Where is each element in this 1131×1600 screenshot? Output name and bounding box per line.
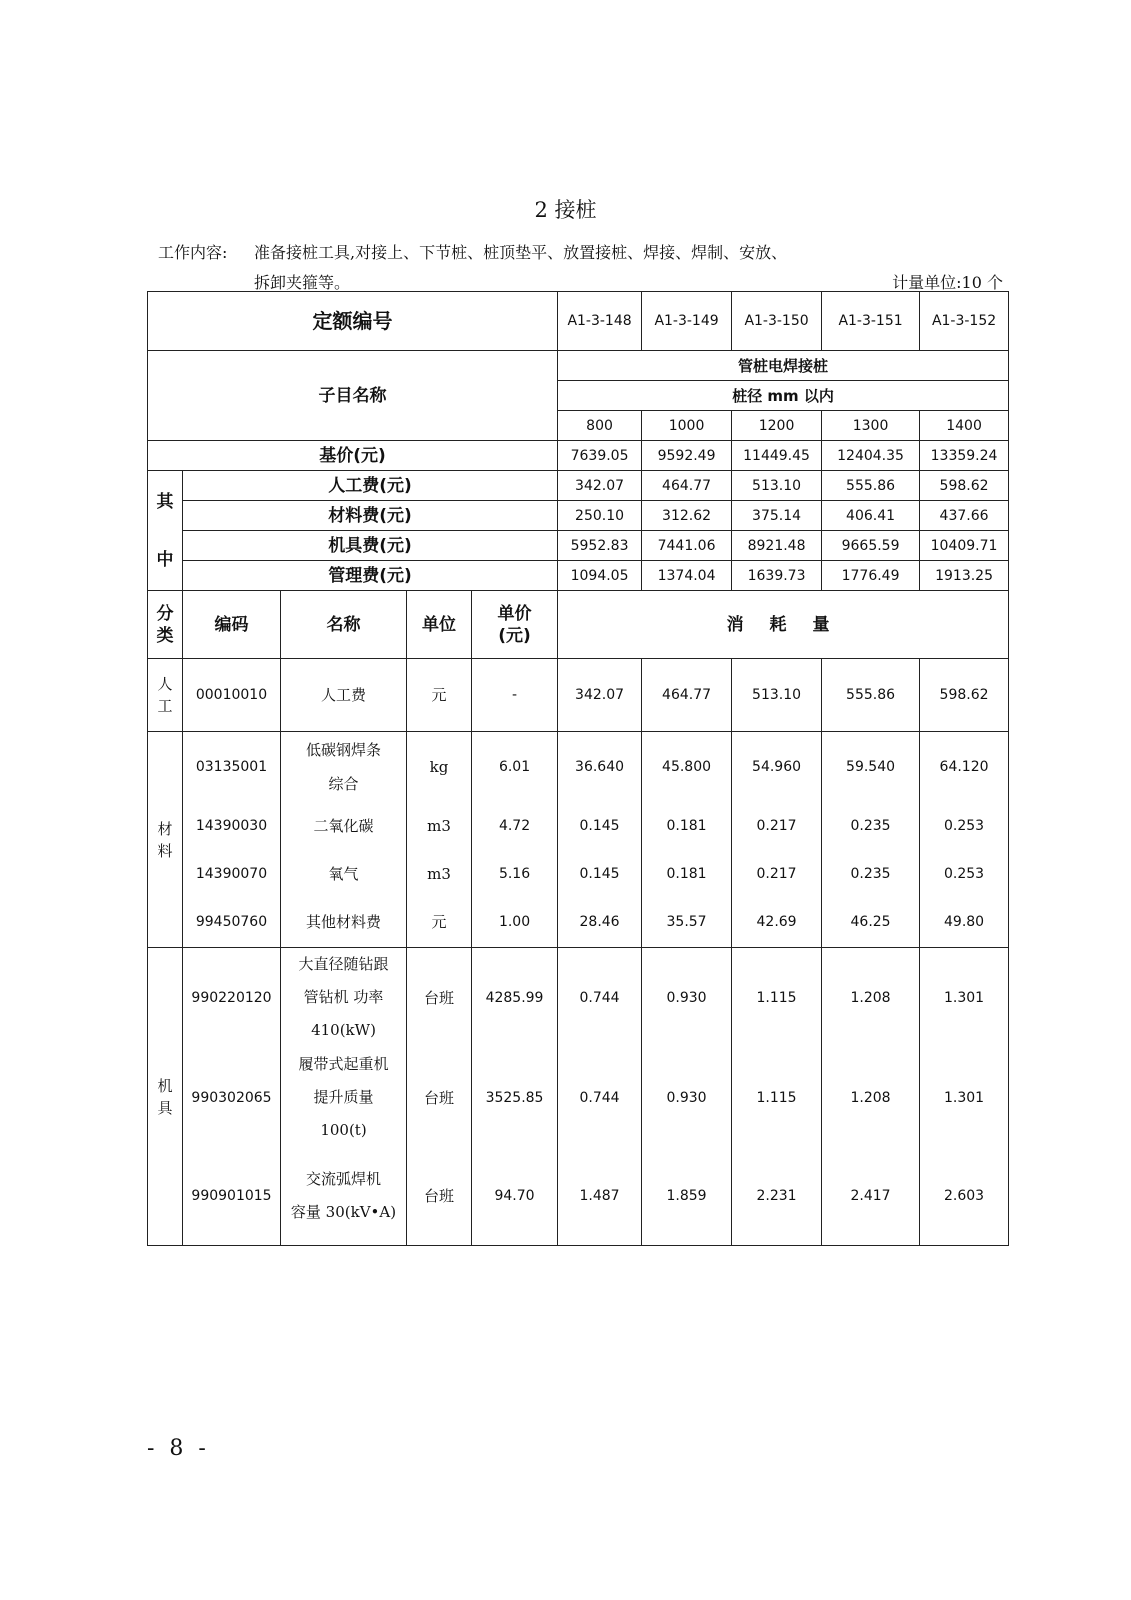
cost-value: 8921.48 [732,531,822,561]
machine-row [148,1148,1009,1246]
cost-row [148,561,1009,591]
cost-value: 5952.83 [558,531,642,561]
cost-value: 250.10 [558,501,642,531]
group-label: 管桩电焊接桩 [558,351,1009,381]
work-content-line1: 准备接桩工具,对接上、下节桩、桩顶垫平、放置接桩、焊接、焊制、安放、 [254,243,788,262]
quota-table [147,291,1009,1246]
resource-name: 二氧化碳 [313,817,374,835]
resource-price: 3525.85 [472,1048,558,1148]
consumption-value: 0.145 [558,802,642,850]
cost-value: 342.07 [558,471,642,501]
resource-name: 其他材料费 [305,913,381,931]
consumption-value: 2.603 [920,1148,1009,1246]
resource-price: 94.70 [472,1148,558,1246]
cost-row [148,501,1009,531]
cost-label: 管理费(元) [183,561,558,591]
consumption-value: 0.217 [732,850,822,898]
base-price-value: 9592.49 [642,441,732,471]
resource-code: 990302065 [183,1048,281,1148]
consumption-value: 0.253 [920,850,1009,898]
base-price-value: 12404.35 [822,441,920,471]
base-price-value: 13359.24 [920,441,1009,471]
consumption-value: 513.10 [732,659,822,732]
quota-code-label: 定额编号 [148,292,558,351]
cost-value: 375.14 [732,501,822,531]
consumption-value: 0.181 [642,802,732,850]
consumption-value: 464.77 [642,659,732,732]
cost-value: 464.77 [642,471,732,501]
diameter-value: 1400 [920,411,1009,441]
resource-name: 大直径随钻跟 管钻机 功率 410(kW) [281,948,407,1048]
resource-unit: m3 [407,850,472,898]
cost-value: 513.10 [732,471,822,501]
cost-row [148,531,1009,561]
quota-code: A1-3-149 [642,292,732,351]
unit-header: 单位 [407,591,472,659]
consumption-value: 0.181 [642,850,732,898]
resource-code: 14390070 [195,866,268,882]
resource-price: 4285.99 [472,948,558,1048]
consumption-value: 36.640 [558,732,642,802]
consumption-value: 0.145 [558,850,642,898]
resource-code: 990220120 [183,948,281,1048]
consumption-header: 消 耗 量 [558,591,1009,659]
consumption-value: 0.744 [558,948,642,1048]
consumption-value: 1.115 [732,1048,822,1148]
resource-price: 5.16 [472,850,558,898]
of-which-label: 其 中 [148,471,183,591]
consumption-value: 64.120 [920,732,1009,802]
consumption-value: 46.25 [822,898,920,948]
cost-label: 人工费(元) [183,471,558,501]
resource-price: 4.72 [472,802,558,850]
consumption-value: 0.217 [732,802,822,850]
cost-value: 7441.06 [642,531,732,561]
resource-unit: 元 [407,898,472,948]
consumption-value: 0.930 [642,948,732,1048]
machine-row [148,1048,1009,1148]
consumption-value: 1.208 [822,948,920,1048]
resource-unit: 台班 [407,1148,472,1246]
price-header: 单价 (元) [472,591,558,659]
consumption-value: 0.235 [822,850,920,898]
cost-value: 10409.71 [920,531,1009,561]
measurement-unit: 计量单位:10 个 [892,273,1003,292]
work-content-line2: 拆卸夹箍等。 [254,273,351,292]
diameter-value: 1200 [732,411,822,441]
quota-code: A1-3-150 [732,292,822,351]
category-header: 分 类 [148,591,183,659]
machine-row [148,948,1009,1048]
consumption-value: 555.86 [822,659,920,732]
cost-value: 312.62 [642,501,732,531]
cost-row [148,471,1009,501]
resource-name: 人工费 [281,659,407,732]
quota-code: A1-3-152 [920,292,1009,351]
consumption-value: 1.208 [822,1048,920,1148]
consumption-value: 342.07 [558,659,642,732]
machine-category: 机 具 [148,948,183,1246]
consumption-value: 1.301 [920,948,1009,1048]
cost-value: 9665.59 [822,531,920,561]
resource-name: 履带式起重机 提升质量 100(t) [281,1048,407,1148]
consumption-value: 0.930 [642,1048,732,1148]
base-price-value: 7639.05 [558,441,642,471]
material-names [281,732,407,948]
resource-price: 6.01 [472,732,558,802]
work-content [158,238,787,298]
cost-value: 1639.73 [732,561,822,591]
base-price-value: 11449.45 [732,441,822,471]
cost-value: 598.62 [920,471,1009,501]
cost-value: 1913.25 [920,561,1009,591]
cost-label: 材料费(元) [183,501,558,531]
labor-category: 人 工 [148,659,183,732]
cost-label: 机具费(元) [183,531,558,561]
material-category: 材 料 [148,732,183,948]
consumption-value: 35.57 [642,898,732,948]
diameter-value: 800 [558,411,642,441]
resource-unit: kg [407,732,472,802]
name-header: 名称 [281,591,407,659]
resource-name: 低碳钢焊条 综合 [305,741,381,793]
resource-code: 03135001 [195,759,268,775]
consumption-value: 0.253 [920,802,1009,850]
resource-price: - [472,659,558,732]
consumption-value: 1.487 [558,1148,642,1246]
consumption-value: 2.231 [732,1148,822,1246]
resource-code: 990901015 [183,1148,281,1246]
base-price-label: 基价(元) [148,441,558,471]
resource-unit: 台班 [407,948,472,1048]
quota-code: A1-3-148 [558,292,642,351]
resource-name: 氧气 [328,865,359,883]
consumption-value: 45.800 [642,732,732,802]
resource-code: 00010010 [183,659,281,732]
consumption-value: 28.46 [558,898,642,948]
resource-price: 1.00 [472,898,558,948]
material-codes [183,732,281,948]
page-number: - 8 - [147,1436,210,1461]
resource-unit: m3 [407,802,472,850]
subgroup-label: 桩径 mm 以内 [558,381,1009,411]
resource-name: 交流弧焊机 容量 30(kV•A) [281,1148,407,1246]
consumption-value: 598.62 [920,659,1009,732]
consumption-value: 59.540 [822,732,920,802]
cost-value: 406.41 [822,501,920,531]
resource-unit: 台班 [407,1048,472,1148]
cost-value: 1094.05 [558,561,642,591]
consumption-value: 1.115 [732,948,822,1048]
material-row [148,732,1009,802]
resource-code: 14390030 [195,818,268,834]
work-content-label: 工作内容: [158,243,228,262]
consumption-value: 0.235 [822,802,920,850]
diameter-value: 1000 [642,411,732,441]
consumption-value: 42.69 [732,898,822,948]
consumption-value: 1.859 [642,1148,732,1246]
quota-code: A1-3-151 [822,292,920,351]
consumption-value: 2.417 [822,1148,920,1246]
consumption-value: 49.80 [920,898,1009,948]
diameter-value: 1300 [822,411,920,441]
column-header-row [148,591,1009,659]
consumption-value: 0.744 [558,1048,642,1148]
consumption-value: 54.960 [732,732,822,802]
labor-row [148,659,1009,732]
resource-unit: 元 [407,659,472,732]
code-header: 编码 [183,591,281,659]
cost-value: 437.66 [920,501,1009,531]
section-title: 2 接桩 [534,198,597,222]
cost-value: 555.86 [822,471,920,501]
cost-value: 1776.49 [822,561,920,591]
base-price-row [148,441,1009,471]
cost-value: 1374.04 [642,561,732,591]
item-name-label: 子目名称 [148,351,558,441]
resource-code: 99450760 [195,914,268,930]
consumption-value: 1.301 [920,1048,1009,1148]
